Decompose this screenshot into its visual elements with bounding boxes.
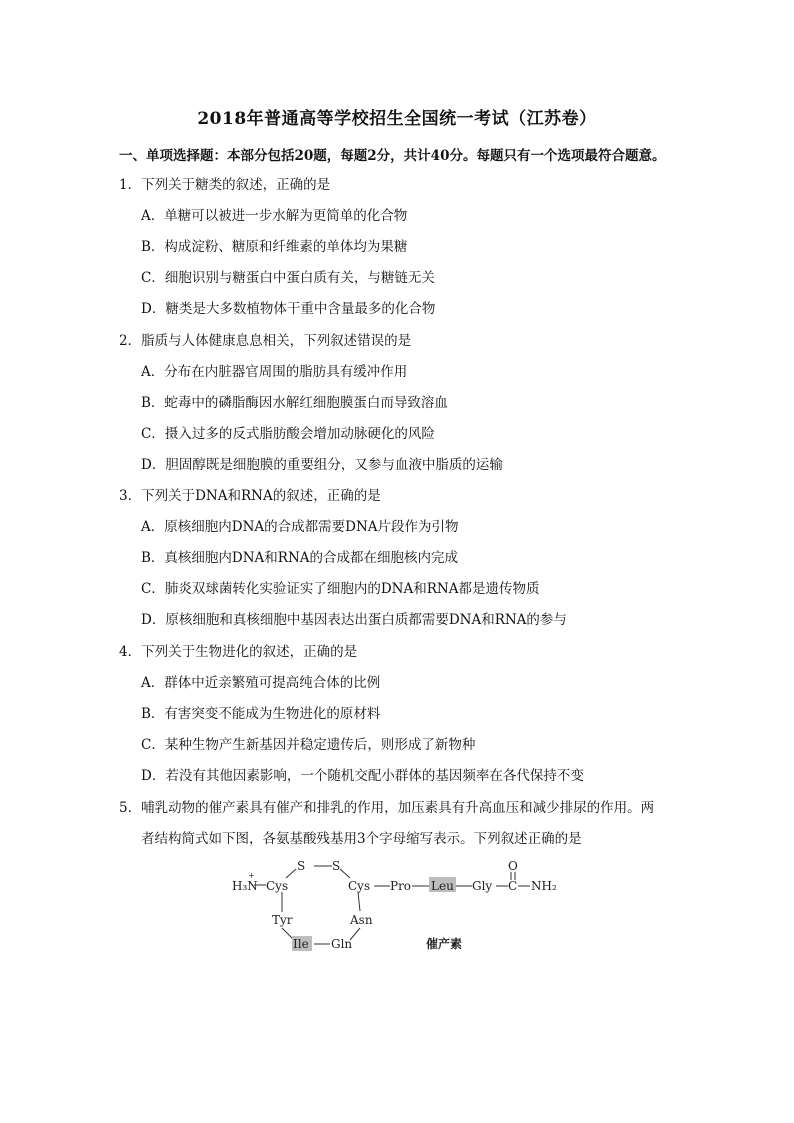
oxytocin-structure-diagram bbox=[226, 856, 566, 956]
q3-option-d: D．原核细胞和真核细胞中基因表达出蛋白质都需要DNA和RNA的参与 bbox=[141, 612, 567, 628]
page-title: 2018年普通高等学校招生全国统一考试（江苏卷） bbox=[197, 109, 597, 129]
leu-residue: Leu bbox=[431, 879, 454, 893]
sulfur-1: S bbox=[297, 859, 306, 873]
question-5-stem: 5．哺乳动物的催产素具有催产和排乳的作用，加压素具有升高血压和减少排尿的作用。两 bbox=[119, 800, 655, 816]
question-5-stem-cont: 者结构简式如下图，各氨基酸残基用3个字母缩写表示。下列叙述正确的是 bbox=[141, 831, 582, 847]
q1-option-c: C．细胞识别与糖蛋白中蛋白质有关，与糖链无关 bbox=[141, 270, 435, 286]
q1-option-b: B．构成淀粉、糖原和纤维素的单体均为果糖 bbox=[141, 239, 408, 255]
carbonyl-oxygen: O bbox=[508, 859, 518, 873]
carbonyl-carbon: C bbox=[508, 879, 518, 893]
section-header: 一、单项选择题：本部分包括20题，每题2分，共计40分。每题只有一个选项最符合题意。 bbox=[119, 148, 666, 164]
tyr-residue: Tyr bbox=[272, 913, 293, 927]
h3n-group: H₃N bbox=[232, 879, 258, 893]
q4-option-a: A．群体中近亲繁殖可提高纯合体的比例 bbox=[141, 675, 381, 691]
q1-option-d: D．糖类是大多数植物体干重中含量最多的化合物 bbox=[141, 301, 436, 317]
sulfur-2: S bbox=[332, 859, 341, 873]
q4-option-c: C．某种生物产生新基因并稳定遗传后，则形成了新物种 bbox=[141, 737, 476, 753]
plus-charge: + bbox=[248, 871, 255, 880]
q3-option-c: C．肺炎双球菌转化实验证实了细胞内的DNA和RNA都是遗传物质 bbox=[141, 581, 540, 597]
ile-residue: Ile bbox=[293, 937, 309, 951]
diagram-caption: 催产素 bbox=[426, 937, 463, 951]
gln-residue: Gln bbox=[331, 937, 353, 951]
q4-option-b: B．有害突变不能成为生物进化的原材料 bbox=[141, 706, 381, 722]
q2-option-c: C．摄入过多的反式脂肪酸会增加动脉硬化的风险 bbox=[141, 426, 435, 442]
cys-1: Cys bbox=[266, 879, 289, 893]
q4-option-d: D．若没有其他因素影响，一个随机交配小群体的基因频率在各代保持不变 bbox=[141, 768, 584, 784]
q2-option-b: B．蛇毒中的磷脂酶因水解红细胞膜蛋白而导致溶血 bbox=[141, 395, 448, 411]
q3-option-b: B．真核细胞内DNA和RNA的合成都在细胞核内完成 bbox=[141, 550, 459, 566]
question-3-stem: 3．下列关于DNA和RNA的叙述，正确的是 bbox=[119, 488, 381, 504]
question-2-stem: 2．脂质与人体健康息息相关，下列叙述错误的是 bbox=[119, 333, 412, 349]
q1-option-a: A．单糖可以被进一步水解为更简单的化合物 bbox=[141, 208, 408, 224]
asn-residue: Asn bbox=[350, 913, 373, 927]
q3-option-a: A．原核细胞内DNA的合成都需要DNA片段作为引物 bbox=[141, 519, 459, 535]
q2-option-a: A．分布在内脏器官周围的脂肪具有缓冲作用 bbox=[141, 364, 408, 380]
q2-option-d: D．胆固醇既是细胞膜的重要组分，又参与血液中脂质的运输 bbox=[141, 457, 503, 473]
pro-residue: Pro bbox=[390, 879, 412, 893]
amide-group: NH₂ bbox=[531, 879, 557, 893]
question-1-stem: 1．下列关于糖类的叙述，正确的是 bbox=[119, 177, 331, 193]
gly-residue: Gly bbox=[472, 879, 493, 893]
question-4-stem: 4．下列关于生物进化的叙述，正确的是 bbox=[119, 644, 358, 660]
cys-2: Cys bbox=[348, 879, 371, 893]
